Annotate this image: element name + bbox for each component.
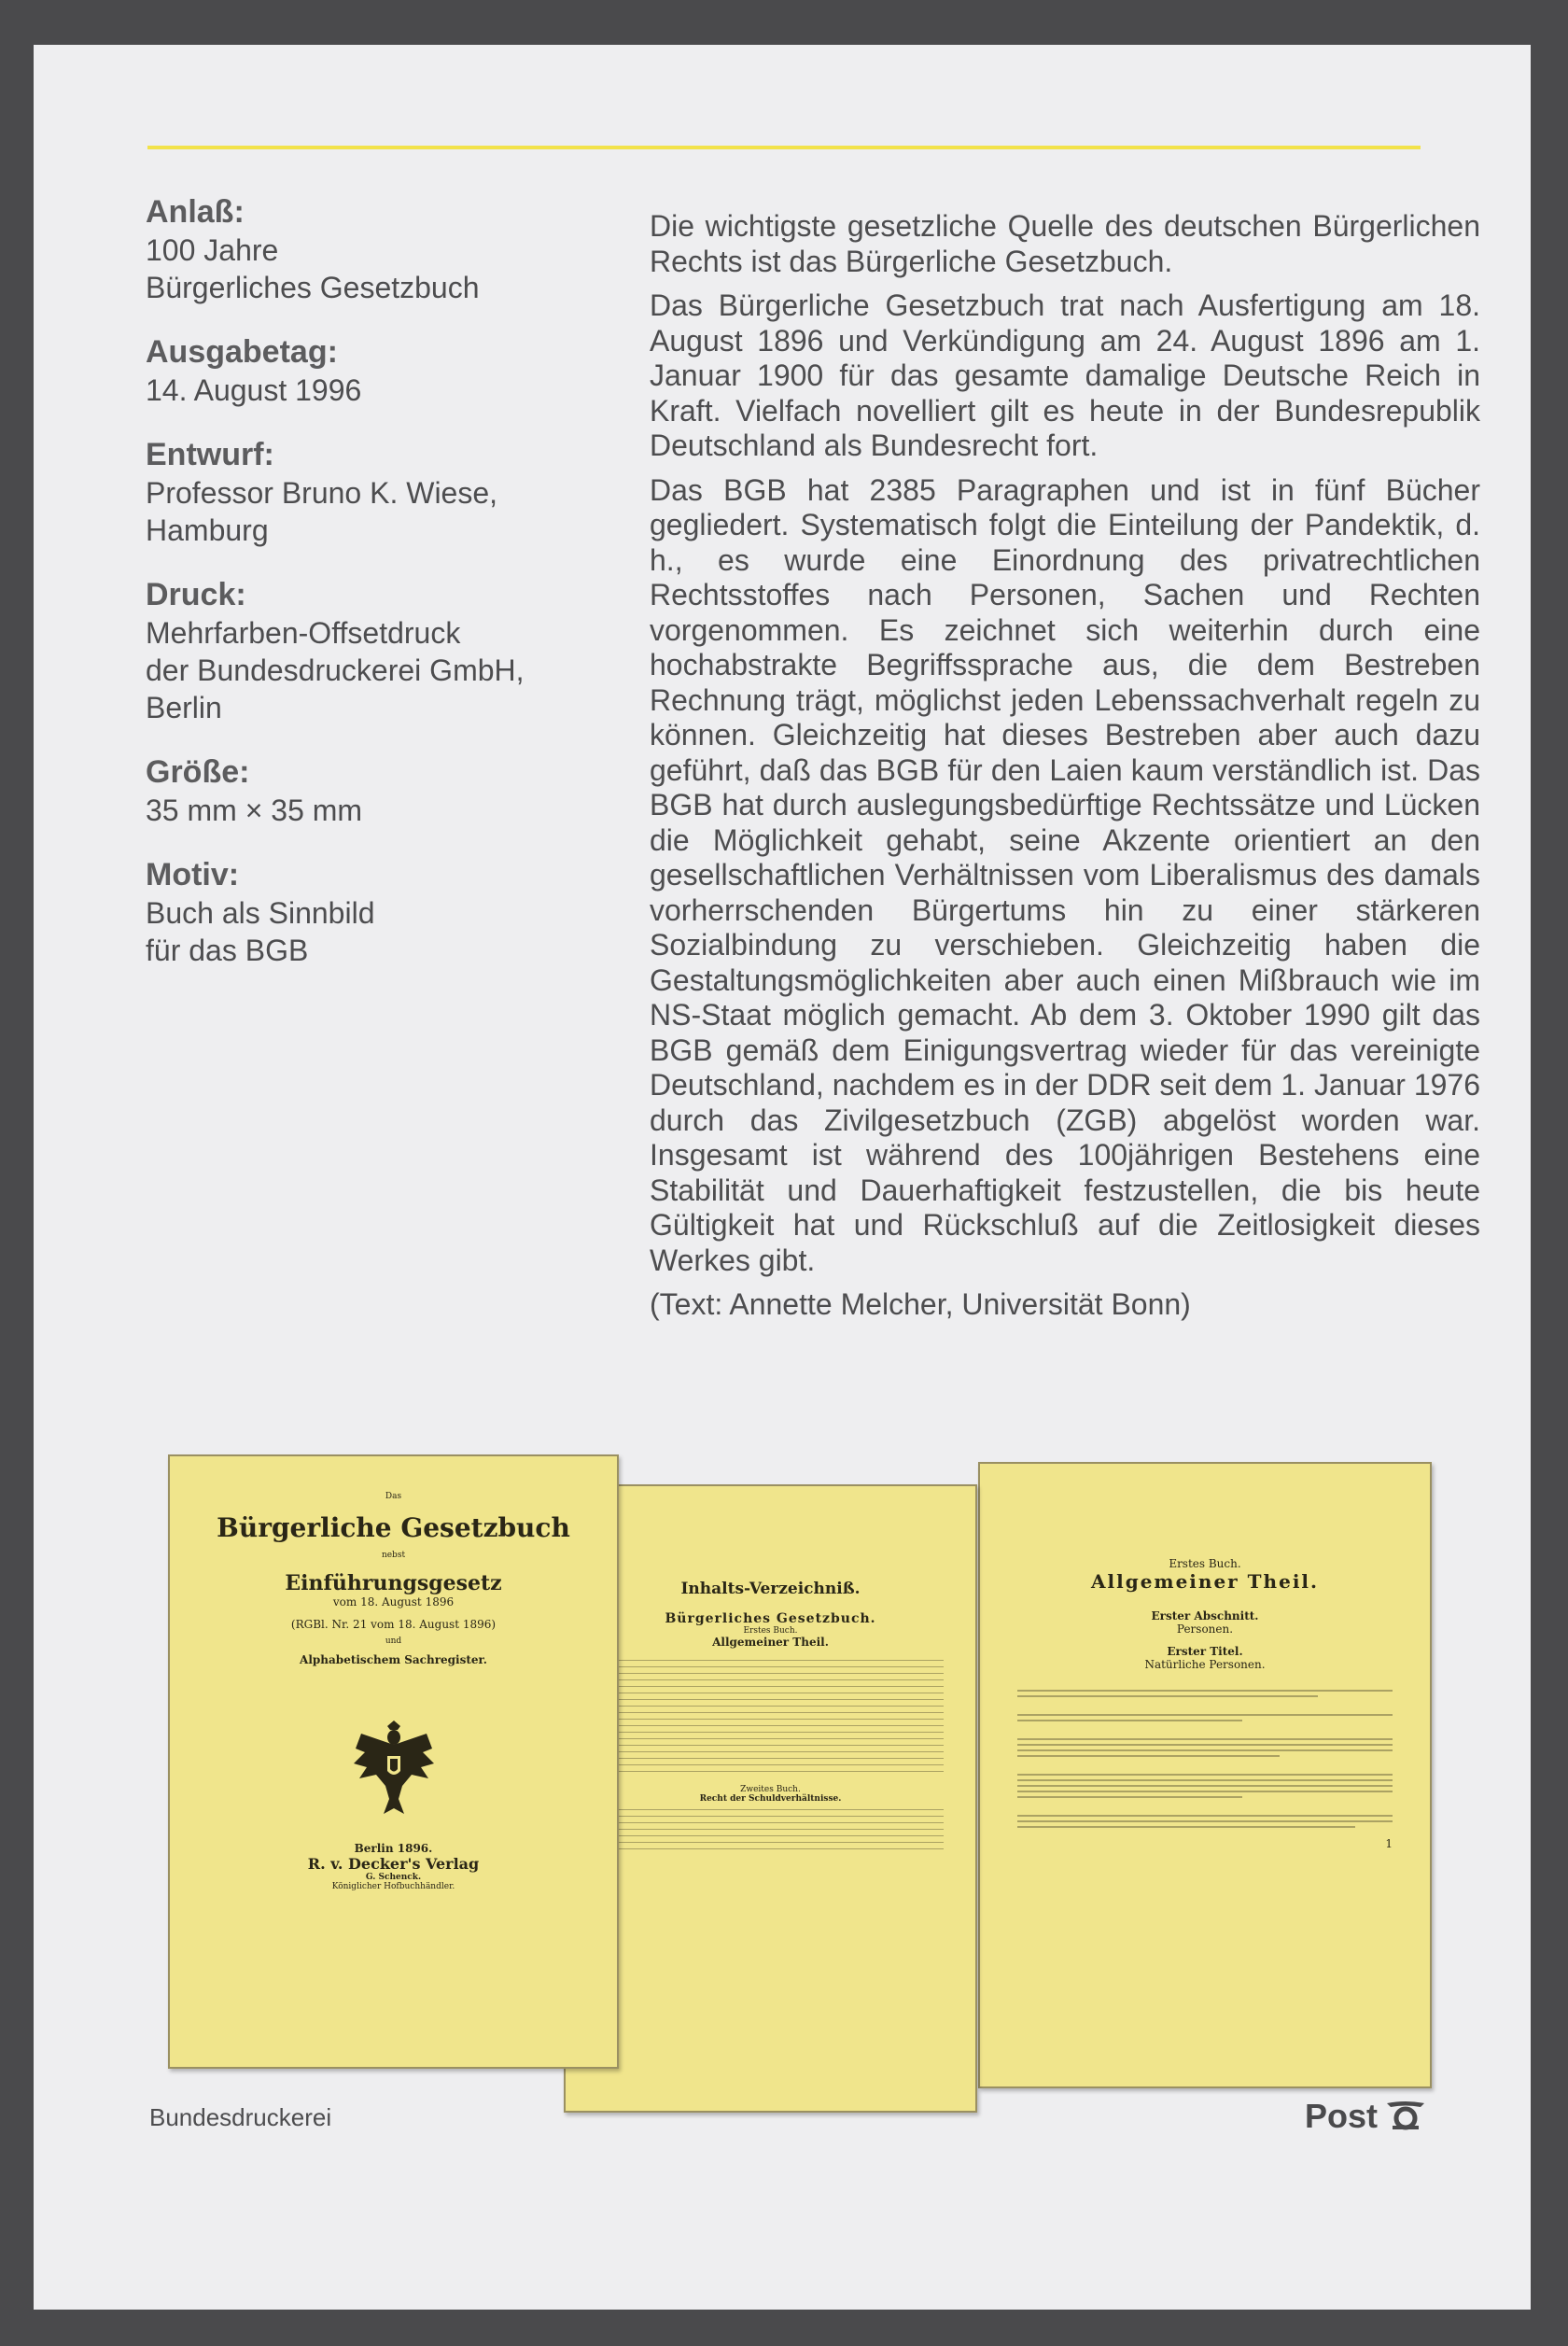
meta-value: 100 Jahre Bürgerliches Gesetzbuch xyxy=(146,233,480,304)
meta-label: Anlaß: xyxy=(146,194,245,230)
section-subtitle: Personen. xyxy=(1176,1623,1234,1636)
paragraph: Die wichtigste gesetzliche Quelle des deutschen Bürgerlichen Rechts ist das Bürgerliche Gesetzbuch. xyxy=(650,209,1480,278)
title-main: Bürgerliche Gesetzbuch xyxy=(217,1512,570,1543)
imprint-city: Berlin 1896. xyxy=(354,1842,433,1855)
title-date: vom 18. August 1896 xyxy=(332,1595,455,1608)
page-number: 1 xyxy=(1385,1837,1393,1850)
imprint-court: Königlicher Hofbuchhändler. xyxy=(331,1882,455,1891)
meta-motif xyxy=(146,855,612,969)
contents-book-number: Erstes Buch. xyxy=(743,1626,798,1636)
meta-label: Größe: xyxy=(146,754,250,790)
meta-label: Ausgabetag: xyxy=(146,334,338,370)
sheet xyxy=(34,45,1531,2310)
post-wordmark: Post xyxy=(1305,2097,1379,2135)
meta-label: Entwurf: xyxy=(146,437,274,472)
book-title-page xyxy=(168,1454,619,2069)
book-page-contents xyxy=(564,1484,977,2113)
paragraph: Das Bürgerliche Gesetzbuch trat nach Ausfertigung am 18. August 1896 und Verkündigung am 24. August 1896 am 1. Januar 1900 für das gesamte damalige Deutsche Reich in Kraft. Vielfach novelliert gilt es heute in der Bundesrepublik Deutschland als Bundesrecht fort. xyxy=(650,288,1480,462)
meta-value: Mehrfarben-Offsetdruck der Bundesdruckerei GmbH, Berlin xyxy=(146,616,525,724)
post-horn-icon xyxy=(1383,2100,1428,2133)
title-rgbl: (RGBl. Nr. 21 vom 18. August 1896) xyxy=(290,1618,497,1631)
yellow-rule xyxy=(147,146,1421,149)
title-subheading: Natürliche Personen. xyxy=(1144,1658,1266,1671)
meta-value: Professor Bruno K. Wiese, Hamburg xyxy=(146,476,498,547)
title-sub: Einführungsgesetz xyxy=(285,1571,502,1595)
contents-part: Allgemeiner Theil. xyxy=(712,1636,829,1649)
meta-label: Motiv: xyxy=(146,857,240,892)
paragraph: Das BGB hat 2385 Paragraphen und ist in fünf Bücher gegliedert. Systematisch folgt die Einteilung der Pandektik, d. h., es wurde eine Einordnung des privatrechtlichen Rechtsstoffes nach Personen, Sachen und Rechten vorgenommen. Es zeichnet sich weiterhin durch eine hochabstrakte Begriffssprache aus, die dem Bestreben Rechnung trägt, möglichst jeden Lebenssachverhalt regeln zu können. Gleichzeitig hat dieses Bestreben aber auch dazu geführt, daß das BGB für den Laien kaum verständlich ist. Das BGB hat durch auslegungsbedürftige Rechtssätze und Lücken die Möglichkeit gehabt, seine Akzente orientiert an den gesellschaftlichen Verhältnissen vom Liberalismus des damals vorherrschenden Bürgertums hin zu einer stärkeren Sozialbindung zu verschieben. Gleichzeitig haben die Gestaltungsmöglichkeiten aber auch einen Mißbrauch wie im NS-Staat möglich gemacht. Ab dem 3. Oktober 1990 gilt das BGB gemäß dem Einigungsvertrag wieder für das vereinigte Deutschland, nachdem es in der DDR seit dem 1. Januar 1976 durch das Zivilgesetzbuch (ZGB) abgelöst worden war. Insgesamt ist während des 100jährigen Bestehens eine Stabilität und Dauerhaftigkeit festzustellen, die bis heute Gültigkeit hat und Rückschluß auf die Zeitlosigkeit dieses Werkes gibt. xyxy=(650,472,1480,1277)
book-page-general-part xyxy=(978,1462,1432,2088)
post-logo xyxy=(1305,2097,1428,2136)
imperial-eagle-icon xyxy=(352,1721,436,1818)
contents-book2-number: Zweites Buch. xyxy=(740,1785,801,1794)
title-nebst: nebst xyxy=(381,1551,406,1560)
part-title: Allgemeiner Theil. xyxy=(1091,1570,1319,1593)
title-register: Alphabetischem Sachregister. xyxy=(300,1653,487,1666)
meta-issue-date xyxy=(146,332,612,409)
meta-value: 35 mm × 35 mm xyxy=(146,794,363,827)
contents-part2: Recht der Schuldverhältnisse. xyxy=(699,1794,842,1804)
text-credit: (Text: Annette Melcher, Universität Bonn) xyxy=(650,1287,1191,1321)
meta-value: 14. August 1996 xyxy=(146,373,362,407)
meta-label: Druck: xyxy=(146,577,246,612)
meta-print xyxy=(146,575,612,726)
contents-list xyxy=(597,1660,944,1772)
meta-size xyxy=(146,752,612,829)
section-title: Erster Abschnitt. xyxy=(1151,1609,1259,1623)
meta-value: Buch als Sinnbild für das BGB xyxy=(146,896,375,967)
contents-list-2 xyxy=(597,1809,944,1849)
contents-title: Inhalts-Verzeichniß. xyxy=(680,1580,861,1598)
article-body xyxy=(650,209,1480,1323)
imprint-publisher: R. v. Decker's Verlag xyxy=(307,1855,480,1873)
meta-occasion xyxy=(146,192,612,306)
imprint-owner: G. Schenck. xyxy=(365,1873,422,1882)
paragraph-lines xyxy=(1017,1690,1393,1828)
meta-design xyxy=(146,435,612,549)
printer-credit: Bundesdruckerei xyxy=(149,2103,332,2131)
contents-book-title: Bürgerliches Gesetzbuch. xyxy=(665,1611,876,1626)
title-das: Das xyxy=(385,1492,402,1501)
book-number: Erstes Buch. xyxy=(1169,1557,1241,1570)
title-und: und xyxy=(385,1637,402,1646)
title-heading: Erster Titel. xyxy=(1167,1645,1243,1658)
issue-details xyxy=(146,192,612,995)
